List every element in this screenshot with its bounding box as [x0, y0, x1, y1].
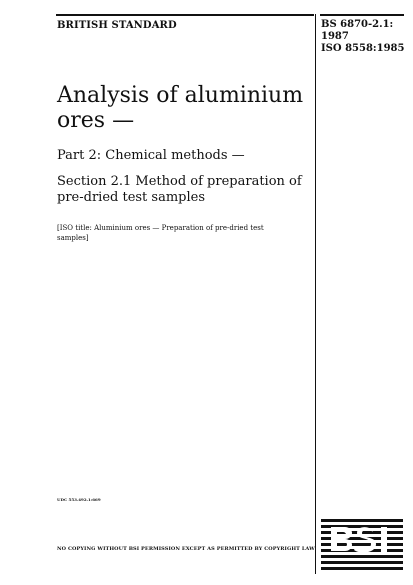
header-rule-right [320, 14, 404, 16]
standard-identifier [321, 19, 404, 55]
iso-title-line: samples] [57, 234, 89, 242]
bsi-logo-icon [321, 517, 403, 573]
standard-id-line: 1987 [321, 31, 349, 42]
header-rule-left [56, 14, 314, 16]
title-line: Analysis of aluminium [57, 83, 304, 108]
column-divider [315, 14, 316, 574]
iso-title-note [57, 223, 297, 243]
title-line: ores — [57, 108, 135, 133]
document-title [57, 83, 307, 133]
copyright-notice: NO COPYING WITHOUT BSI PERMISSION EXCEPT AS PERMITTED BY COPYRIGHT LAW [57, 546, 315, 552]
brand-label: BRITISH STANDARD [57, 20, 177, 31]
udc-code: UDC 553.492.1:669 [57, 497, 101, 502]
iso-title-line: [ISO title: Aluminium ores — Preparation of pre-dried test [57, 224, 264, 232]
section-line: Section 2.1 Method of preparation of [57, 174, 302, 189]
part-heading: Part 2: Chemical methods — [57, 148, 245, 163]
standard-id-line: ISO 8558:1985 [321, 43, 405, 54]
section-line: pre-dried test samples [57, 190, 206, 205]
section-heading [57, 174, 307, 206]
standard-id-line: BS 6870-2.1: [321, 19, 394, 30]
